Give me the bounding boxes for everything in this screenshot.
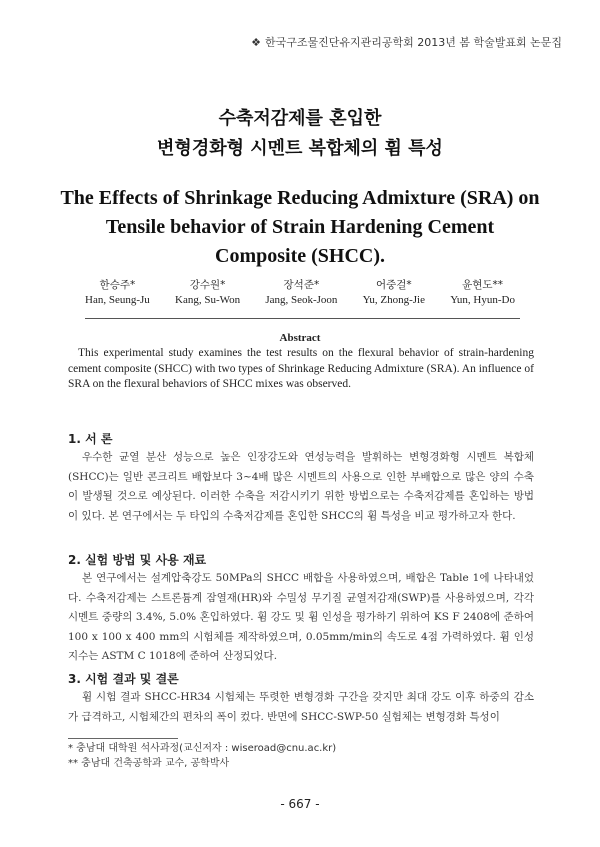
header-ornament-icon: ❖ [251, 35, 261, 49]
author-name-en: Jang, Seok-Joon [265, 294, 338, 306]
section-1-heading: 1. 서 론 [68, 432, 113, 446]
author-name-en: Yu, Zhong-Jie [362, 294, 425, 306]
author-name-kr: 어중걸* [375, 279, 412, 291]
english-title-line-1: The Effects of Shrinkage Reducing Admixture (SRA) on [60, 187, 540, 209]
author-name-kr: 윤현도** [462, 279, 504, 291]
korean-title-line-1: 수축저감제를 혼입한 [218, 108, 382, 129]
author-list [85, 278, 515, 308]
author-name-kr: 강수원* [189, 279, 226, 291]
author-name-kr: 한승주* [99, 279, 136, 291]
author [85, 278, 150, 308]
author-name-en: Han, Seung-Ju [85, 294, 150, 306]
korean-title [0, 104, 600, 164]
author [363, 278, 425, 308]
title-divider [85, 318, 520, 319]
footnote-2: ** 충남대 건축공학과 교수, 공학박사 [68, 758, 230, 769]
english-title [60, 184, 540, 271]
section-2-text: 본 연구에서는 설계압축강도 50MPa의 SHCC 배합을 사용하였으며, 배합은 Table 1에 나타내었다. 수축저감제는 스트론튬계 잠열재(HR)와 수밀성 무기질 균열저감재(SWP)를 사용하였으며, 각각 시멘트 중량의 3.4%, 5.0% 혼입하였다. 휨 강도 및 휨 인성을 평가하기 위하여 KS F 2408에 준하여 100 x 100 x 400 mm의 시험체를 제작하였으며, 0.05mm/min의 속도로 4점 가력하였다. 휨 인성 지수는 ASTM C 1018에 준하여 산정되었다. [68, 572, 534, 662]
english-title-line-3: Composite (SHCC). [215, 245, 385, 267]
english-title-line-2: Tensile behavior of Strain Hardening Cement [105, 216, 495, 238]
section-1-text: 우수한 균열 분산 성능으로 높은 인장강도와 연성능력을 발휘하는 변형경화형 시멘트 복합체(SHCC)는 일반 콘크리트 배합보다 3~4배 많은 시멘트의 사용으로 인한 부배합으로 많은 양의 수축이 발생될 것으로 예상된다. 이러한 수축을 저감시키기 위한 방법으로는 수축저감제를 혼입하는 방법이 있다. 본 연구에서는 두 타입의 수축저감제를 혼입한 SHCC의 휨 특성을 비교 평가하고자 한다. [68, 451, 534, 522]
abstract-heading: Abstract [279, 332, 321, 344]
journal-header [251, 34, 562, 50]
author-name-kr: 장석준* [283, 279, 320, 291]
section-2-heading: 2. 실험 방법 및 사용 재료 [68, 553, 207, 567]
author [265, 278, 337, 308]
author-name-en: Yun, Hyun-Do [450, 294, 515, 306]
author [450, 278, 515, 308]
footnote-divider [68, 738, 178, 739]
section-3-heading: 3. 시험 결과 및 결론 [68, 672, 179, 686]
abstract-text: This experimental study examines the test results on the flexural behavior of strain-hardening cement composite (SHCC) with two types of Shrinkage Reducing Admixture (SRA). An influence of SRA on the flexural behaviors of SHCC mixes was observed. [68, 347, 534, 390]
section-3-text: 휨 시험 결과 SHCC-HR34 시험체는 뚜렷한 변형경화 구간을 갖지만 최대 강도 이후 하중의 감소가 급격하고, 시험체간의 편차의 폭이 컸다. 반면에 SHCC-SWP-50 실험체는 변형경화 특성이 [68, 691, 534, 723]
korean-title-line-2: 변형경화형 시멘트 복합체의 휨 특성 [157, 138, 443, 159]
author-name-en: Kang, Su-Won [175, 294, 241, 306]
author [175, 278, 240, 308]
page-number: - 667 - [280, 797, 320, 811]
journal-name: 한국구조물진단유지관리공학회 2013년 봄 학술발표회 논문집 [264, 36, 562, 49]
footnote-1: * 충남대 대학원 석사과정(교신저자 : wiseroad@cnu.ac.kr) [68, 743, 337, 754]
